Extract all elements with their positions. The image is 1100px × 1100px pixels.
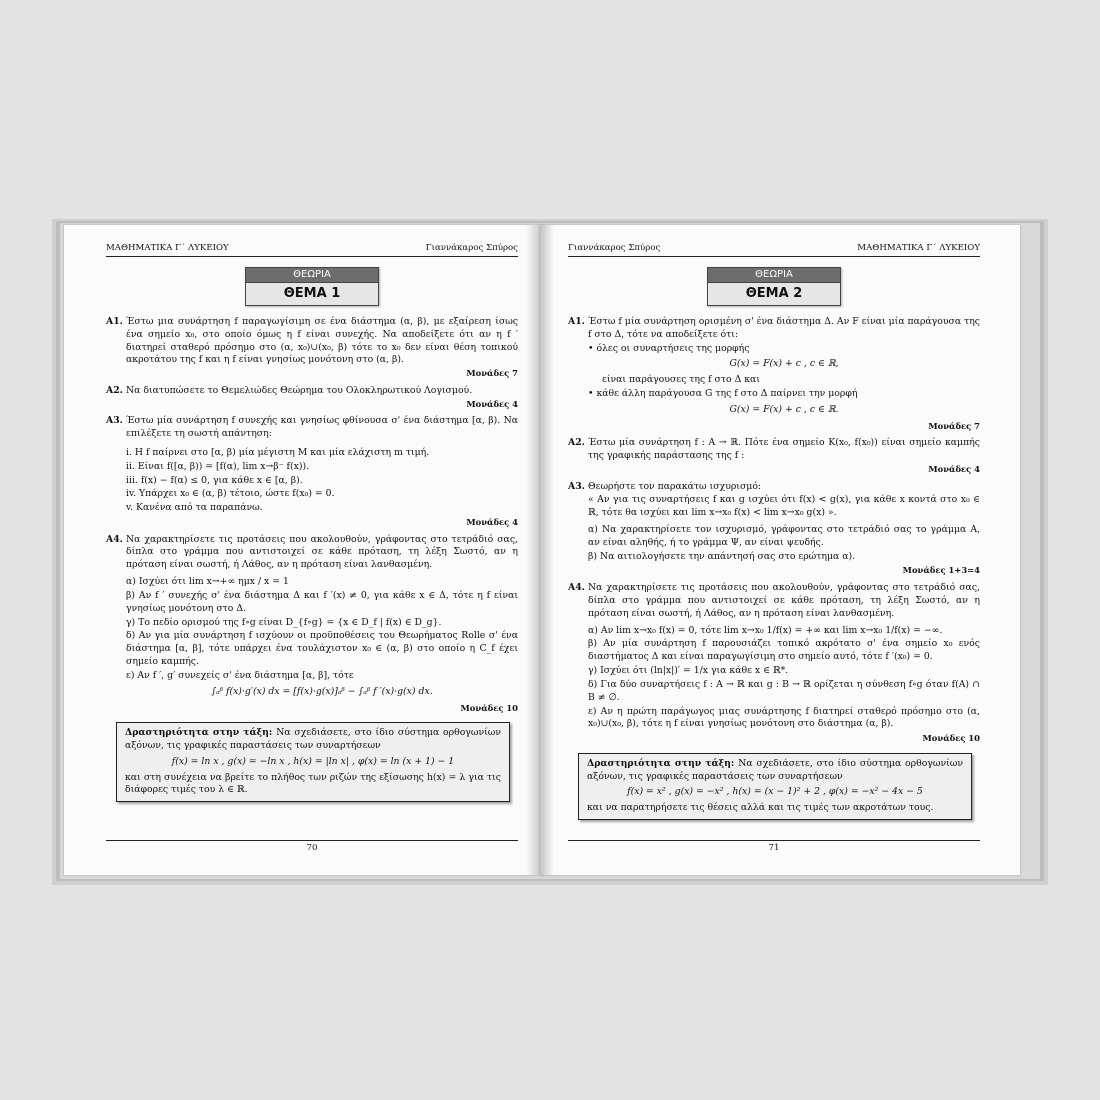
right-a4-stem: Να χαρακτηρίσετε τις προτάσεις που ακολουθούν, γράφοντας στο τετράδιό σας, δίπλα στο γράμμα που αντιστοιχεί σε κάθε πρόταση, τη λέξη Σωστό, αν η πρόταση είναι σωστή, ή Λάθος, αν η πρόταση είναι λανθασμένη. (588, 582, 980, 619)
left-a1-label: Α1. (106, 315, 123, 327)
right-a1-bullet-1: • όλες οι συναρτήσεις της μορφής (588, 342, 750, 354)
left-question-a2 (106, 385, 518, 398)
right-a1-text (588, 316, 980, 420)
right-a2-text: Έστω μία συνάρτηση f : A → ℝ. Πότε ένα σημείο K(x₀, f(x₀)) είναι σημείο καμπής της γραφικής παράστασης της f : (588, 437, 980, 462)
right-a4-item-d: δ) Για δύο συναρτήσεις f : A → ℝ και g : B → ℝ ορίζεται η σύνθεση f∘g όταν f(A) ∩ B ≠ ∅. (588, 678, 980, 703)
left-a3-label: Α3. (106, 415, 123, 427)
left-a4-marks: Μονάδες 10 (460, 702, 518, 713)
right-a1-bullet-1b: είναι παράγουσες της f στο Δ και (602, 374, 760, 386)
right-a1-formula-2: G(x) = F(x) + c , c ∈ ℝ. (729, 403, 839, 415)
left-activity-text2: και στη συνέχεια να βρείτε το πλήθος των ριζών της εξίσωσης h(x) = λ για τις διάφορες τιμές του λ ∈ ℝ. (125, 771, 501, 796)
right-a3-item-b: β) Να αιτιολογήσετε την απάντησή σας στο ερώτημα α). (588, 550, 856, 562)
left-a3-option-v: v. Κανένα από τα παραπάνω. (126, 502, 263, 514)
left-a4-item-a: α) Ισχύει ότι lim x→+∞ ημx / x = 1 (126, 576, 289, 588)
left-a1-text: Έστω μια συνάρτηση f παραγωγίσιμη σε ένα διάστημα (α, β), με εξαίρεση ίσως ένα σημείο x₀, στο οποίο όμως η f είναι συνεχής. Να αποδείξετε ότι αν η f ′ διατηρεί σταθερό πρόσημο στο (α, x₀)∪(x₀, β) τότε το x₀ δεν είναι θέση τοπικού ακροτάτου της f και η f είναι γνησίως μονότονη στο (α, β). (126, 315, 518, 366)
left-page-number: 70 (106, 840, 518, 855)
open-book (48, 205, 1052, 895)
left-a4-stem: Να χαρακτηρίσετε τις προτάσεις που ακολουθούν, γράφοντας στο τετράδιό σας, δίπλα στο γράμμα που αντιστοιχεί σε κάθε πρόταση, τη λέξη Σωστό, αν η πρόταση είναι σωστή, ή Λάθος, αν η πρόταση είναι λανθασμένη. (126, 533, 518, 571)
left-question-a3 (106, 415, 518, 516)
right-header-author: Γιαννάκαρος Σπύρος (568, 243, 661, 253)
left-header-title: ΜΑΘΗΜΑΤΙΚΑ Γ΄ ΛΥΚΕΙΟΥ (106, 243, 229, 253)
left-a3-text (126, 415, 518, 516)
right-activity-box (578, 753, 972, 820)
right-a4-item-e: ε) Αν η πρώτη παράγωγος μιας συνάρτησης f διατηρεί σταθερό πρόσημο στο (α, x₀)∪(x₀, β), τότε η f είναι γνησίως μονότονη στο διάστημα (α, β). (588, 705, 980, 730)
left-a4-label: Α4. (106, 533, 123, 545)
right-a4-item-a: α) Αν lim x→x₀ f(x) = 0, τότε lim x→x₀ 1/f(x) = +∞ και lim x→x₀ 1/f(x) = −∞. (588, 624, 943, 636)
left-a4-item-c: γ) Το πεδίο ορισμού της f∘g είναι D_{f∘g} = {x ∈ D_f | f(x) ∈ D_g}. (126, 616, 442, 628)
right-activity-formula: f(x) = x² , g(x) = −x² , h(x) = (x − 1)² + 2 , φ(x) = −x² − 4x − 5 (627, 786, 923, 798)
left-header-author: Γιαννάκαρος Σπύρος (425, 243, 518, 253)
right-a1-bullet-2: • κάθε άλλη παράγουσα G της f στο Δ παίρνει την μορφή (588, 388, 858, 399)
right-question-a1 (568, 316, 980, 420)
right-header-title: ΜΑΘΗΜΑΤΙΚΑ Γ΄ ΛΥΚΕΙΟΥ (857, 243, 980, 253)
right-a4-label: Α4. (568, 582, 585, 594)
left-a4-text (126, 534, 518, 702)
left-a2-marks: Μονάδες 4 (466, 398, 518, 409)
right-a3-item-a: α) Να χαρακτηρίσετε τον ισχυρισμό, γράφοντας στο τετράδιό σας το γράμμα Α, αν είναι αληθής, ή το γράμμα Ψ, αν είναι ψευδής. (588, 523, 980, 548)
right-a3-text (588, 481, 980, 565)
left-a4-formula: ∫ₐᵝ f(x)·g′(x) dx = [f(x)·g(x)]ₐᵝ − ∫ₐᵝ f ′(x)·g(x) dx. (211, 685, 433, 697)
left-a2-label: Α2. (106, 384, 123, 396)
right-a1-marks: Μονάδες 7 (928, 420, 980, 431)
right-a4-item-b: β) Αν μία συνάρτηση f παρουσιάζει τοπικό ακρότατο σ' ένα σημείο x₀ ενός διαστήματος Δ και είναι παραγωγίσιμη στο σημείο αυτό, τότε f ′(x₀) = 0. (588, 638, 980, 663)
left-question-a1 (106, 316, 518, 367)
left-a2-text: Να διατυπώσετε το Θεμελιώδες Θεώρημα του Ολοκληρωτικού Λογισμού. (126, 384, 473, 396)
left-activity-formula: f(x) = ln x , g(x) = −ln x , h(x) = |ln x| , φ(x) = ln (x + 1) − 1 (171, 755, 455, 767)
left-activity-box (116, 722, 510, 802)
left-a3-stem: Έστω μία συνάρτηση f συνεχής και γνησίως φθίνουσα σ' ένα διάστημα [α, β). Να επιλέξετε τη σωστή απάντηση: (126, 415, 518, 440)
right-page-number: 71 (568, 840, 980, 855)
right-a4-item-c: γ) Ισχύει ότι (ln|x|)′ = 1/x για κάθε x ∈ ℝ*. (588, 665, 789, 677)
right-activity-text2: και να παρατηρήσετε τις θέσεις αλλά και τις τιμές των ακροτάτων τους. (587, 802, 934, 814)
right-question-a4 (568, 582, 980, 732)
right-question-a3 (568, 481, 980, 565)
right-a3-marks: Μονάδες 1+3=4 (902, 565, 980, 576)
right-a3-stem: Θεωρήστε τον παρακάτω ισχυρισμό: (588, 480, 762, 492)
left-banner-topic: ΘΕΜΑ 1 (246, 282, 378, 305)
left-a4-item-d: δ) Αν για μία συνάρτηση f ισχύουν οι προϋποθέσεις του Θεωρήματος Rolle σ' ένα διάστημα [α, β], τότε υπάρχει ένα τουλάχιστον x₀ ∈ (α, β) στο οποίο η C_f έχει σημείο καμπής. (126, 630, 518, 668)
right-activity-text: Να σχεδιάσετε, στο ίδιο σύστημα ορθογωνίων αξόνων, τις γραφικές παραστάσεις των συναρτήσεων (587, 757, 963, 782)
right-a4-marks: Μονάδες 10 (922, 733, 980, 744)
right-a1-formula-1: G(x) = F(x) + c , c ∈ ℝ, (729, 358, 839, 370)
left-a3-option-ii: ii. Είναι f([α, β)) = [f(α), lim x→β⁻ f(x)). (126, 460, 310, 472)
right-a4-text (588, 582, 980, 732)
right-header (568, 243, 980, 257)
right-question-a2 (568, 437, 980, 463)
left-a4-item-b: β) Αν f ′ συνεχής σ' ένα διάστημα Δ και f ′(x) ≠ 0, για κάθε x ∈ Δ, τότε η f είναι γνησίως μονότονη στο Δ. (126, 589, 518, 614)
right-activity-title: Δραστηριότητα στην τάξη: (587, 757, 735, 769)
right-banner-topic: ΘΕΜΑ 2 (708, 282, 840, 305)
right-banner-theory: ΘΕΩΡΙΑ (708, 268, 840, 282)
left-page (64, 225, 544, 875)
left-section-banner (245, 267, 379, 306)
right-a2-label: Α2. (568, 437, 585, 449)
right-page (540, 225, 1020, 875)
right-a3-label: Α3. (568, 480, 585, 492)
left-activity-title: Δραστηριότητα στην τάξη: (125, 727, 273, 739)
left-a3-option-iii: iii. f(x) − f(α) ≤ 0, για κάθε x ∈ [α, β). (126, 474, 303, 486)
right-a2-marks: Μονάδες 4 (928, 463, 980, 474)
left-a3-option-i: i. Η f παίρνει στο [α, β) μία μέγιστη Μ και μία ελάχιστη m τιμή. (126, 446, 430, 458)
right-section-banner (707, 267, 841, 306)
left-a4-item-e: ε) Αν f ′, g′ συνεχείς σ' ένα διάστημα [α, β], τότε (126, 669, 354, 681)
book-gutter (526, 225, 554, 875)
right-a3-claim: « Αν για τις συναρτήσεις f και g ισχύει ότι f(x) < g(x), για κάθε x κοντά στο x₀ ∈ ℝ, τότε θα ισχύει και lim x→x₀ f(x) < lim x→x₀ g(x) ». (588, 494, 980, 519)
left-header (106, 243, 518, 257)
left-a3-marks: Μονάδες 4 (466, 516, 518, 527)
left-banner-theory: ΘΕΩΡΙΑ (246, 268, 378, 282)
left-question-a4 (106, 534, 518, 702)
right-a1-stem: Έστω f μία συνάρτηση ορισμένη σ' ένα διάστημα Δ. Αν F είναι μία παράγουσα της f στο Δ, τότε να αποδείξετε ότι: (588, 315, 980, 340)
right-a1-label: Α1. (568, 315, 585, 327)
left-activity-text: Να σχεδιάσετε, στο ίδιο σύστημα ορθογωνίων αξόνων, τις γραφικές παραστάσεις των συναρτήσεων (125, 727, 501, 751)
left-a1-marks: Μονάδες 7 (466, 368, 518, 379)
left-a3-option-iv: iv. Υπάρχει x₀ ∈ (α, β) τέτοιο, ώστε f(x₀) = 0. (126, 488, 335, 500)
